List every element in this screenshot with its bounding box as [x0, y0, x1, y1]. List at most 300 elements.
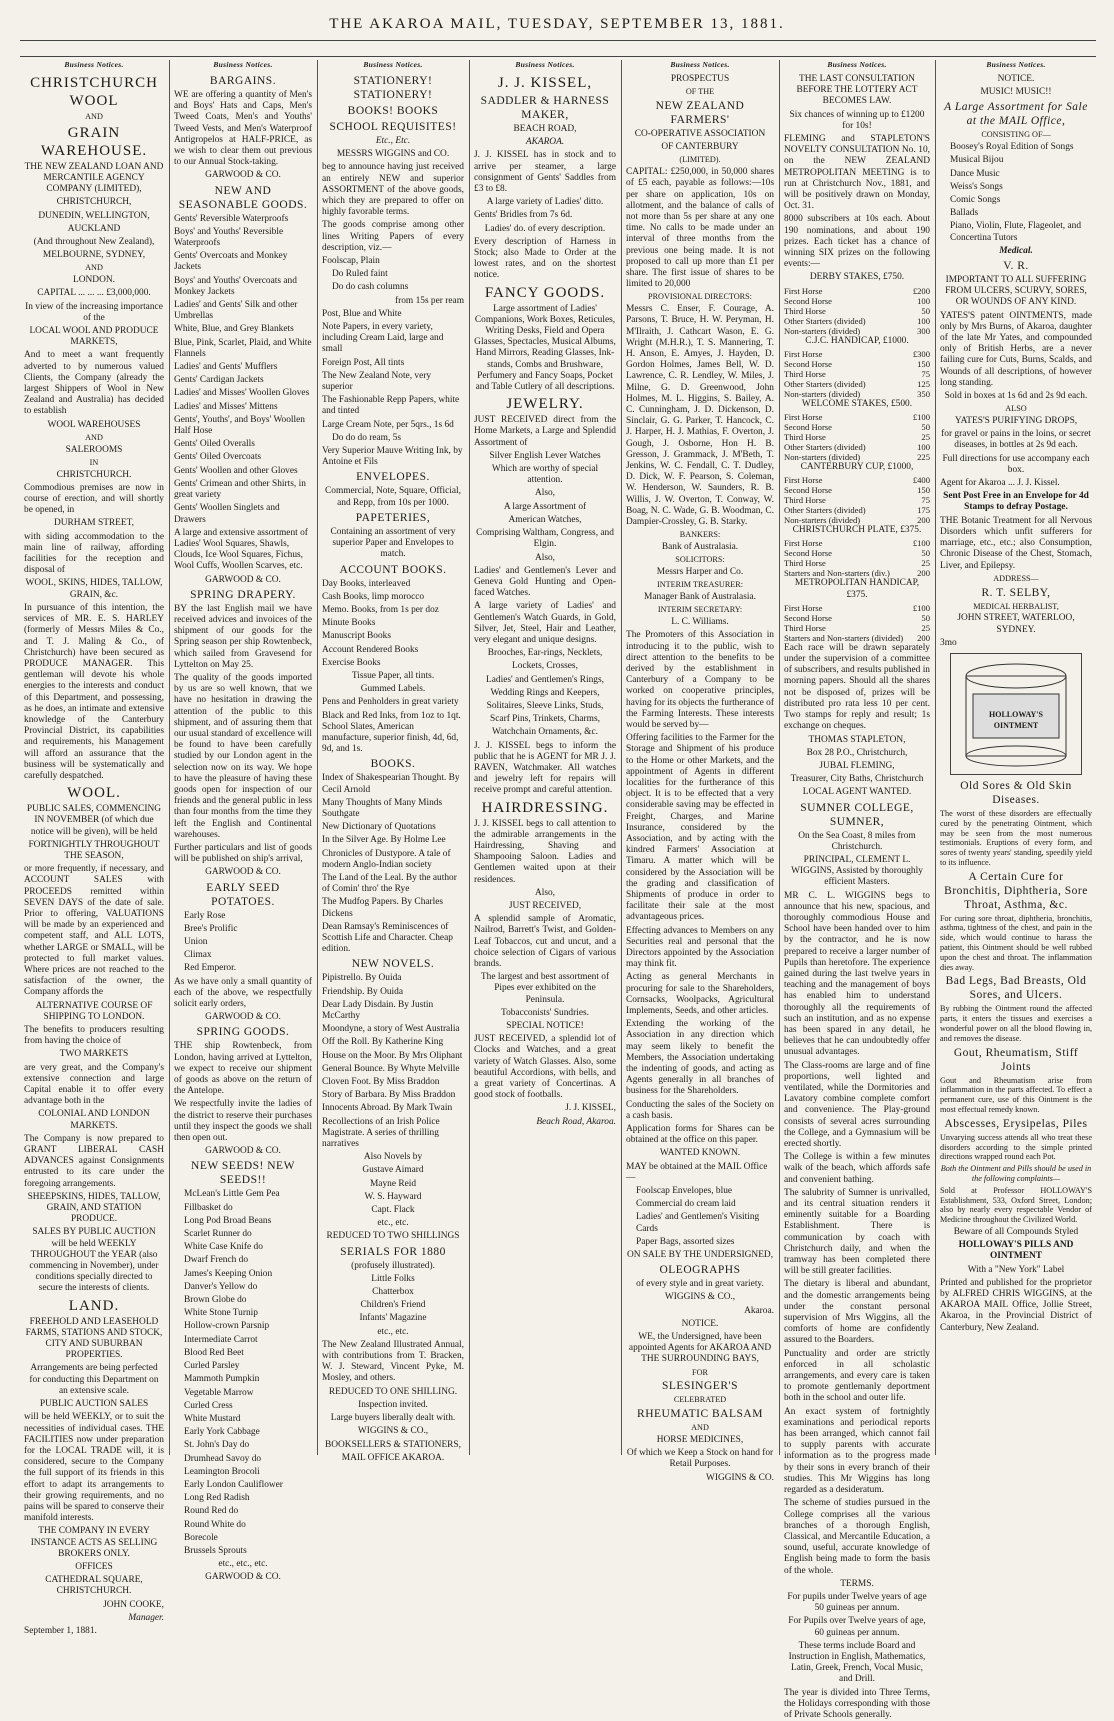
ad-text: McLean's Little Gem Pea — [184, 1189, 280, 1200]
ad-text: Exercise Books — [322, 657, 381, 668]
ad-text: Long Red Radish — [184, 1493, 250, 1504]
ad-text: We respectfully invite the ladies of the district to reserve their purchases until they inspect the goods we shall then open out. — [174, 1099, 312, 1144]
ad-text: NOTICE. — [681, 1318, 719, 1329]
ad-text: J. J. KISSEL begs to inform the public that he is AGENT for MR J. J. RAVEN, Watchmaker. All watches and jewelry left for repairs will receive prompt and careful attention. — [474, 740, 616, 796]
ad-heading: A Certain Cure for Bronchitis, Diphtheria, Sore Throat, Asthma, &c. — [944, 870, 1088, 911]
ad-text: Gents', Youths', and Boys' Woollen Half Hose — [174, 414, 305, 437]
ad-text: CONSISTING OF— — [981, 130, 1051, 140]
ad-text: MAIL OFFICE AKAROA. — [341, 1452, 445, 1463]
prize-amount: 175 — [917, 505, 930, 516]
ad-text: Gents' Woollen and other Gloves — [174, 465, 298, 476]
ad-text: Very Superior Mauve Writing Ink, by Antoine et Fils — [322, 446, 463, 468]
ad-text: The Promoters of this Association in introducing it to the public, wish to direct attention to the benefits to be derived by the establishment in Canterbury of a Company to be worked on cooperative principles, having for its objects the furtherance of the Farming Interests. These interests would be served by— — [626, 630, 774, 730]
ad-text: Sold at Professor HOLLOWAY'S Establishment, 533, Oxford Street, London; also by nearly every respectable Vendor of Medicine throughout the Civilized World. — [940, 1185, 1092, 1225]
ad-text: beg to announce having just received an entirely NEW and superior ASSORTMENT of the above goods, which they are prepared to offer on highly favorable terms. — [322, 162, 464, 218]
ad-text: JUBAL FLEMING, — [819, 760, 895, 771]
ad-text: Round Red do — [184, 1506, 239, 1517]
ad-text: Blood Red Beet — [184, 1347, 244, 1358]
ad-text: Treasurer, City Baths, Christchurch — [790, 774, 924, 785]
ad-text: Ballads — [950, 208, 979, 219]
ad-text: CO-OPERATIVE ASSOCIATION — [634, 129, 766, 139]
prize-row — [784, 369, 930, 379]
ad-text: Ladies' and Misses' Woollen Gloves — [174, 388, 310, 399]
prize-row — [784, 505, 930, 515]
ad-text: Gents' Oiled Overalls — [174, 439, 255, 450]
ad-text: Recollections of an Irish Police Magistrate. A series of thrilling narratives — [322, 1116, 440, 1150]
prize-row — [784, 306, 930, 316]
ad-text: Day Books, interleaved — [322, 578, 411, 589]
ad-text: MUSIC! MUSIC!! — [980, 87, 1052, 98]
ad-text: PROSPECTUS — [670, 74, 730, 84]
ad-text: WOOL, SKINS, HIDES, TALLOW, GRAIN, &c. — [25, 578, 163, 600]
ad-text: Manager Bank of Australasia. — [644, 592, 756, 603]
ad-text: Piano, Violin, Flute, Flageolet, and Concertina Tutors — [950, 221, 1082, 243]
ad-text: Post, Blue and White — [322, 308, 402, 319]
ad-text: Foreign Post, All tints — [322, 357, 405, 368]
prize-amount: £100 — [912, 412, 930, 423]
ad-text: American Watches, — [508, 514, 582, 525]
ad-text: THE COMPANY IN EVERY INSTANCE ACTS AS SELLING BROKERS ONLY. — [30, 1526, 158, 1559]
prize-label: First Horse — [784, 602, 823, 613]
ad-text: Large buyers liberally dealt with. — [330, 1413, 456, 1424]
ad-text: Capt. Flack — [371, 1205, 415, 1216]
ad-text: Dear Lady Disdain. By Justin McCarthy — [322, 999, 434, 1021]
ad-text: Commercial do cream laid — [636, 1199, 736, 1210]
ad-text: Fillbasket do — [184, 1202, 233, 1213]
ad-text: House on the Moor. By Mrs Oliphant — [322, 1050, 463, 1061]
ad-text: Punctuality and order are strictly enforced in all scholastic arrangements, and every care is taken to promote gentlemanly deportment both in the school and outer life. — [784, 1348, 930, 1404]
ad-text: A large variety of Ladies' and Gentlemen's Watch Guards, in Gold, Silver, Jet, Steel, Hair and Leather, very elegant and unique designs. — [474, 601, 616, 645]
illustration-label: HOLLOWAY'S OINTMENT — [989, 709, 1043, 731]
ad-text: WIGGINS & CO. — [706, 1472, 774, 1483]
prize-row — [784, 475, 930, 485]
ad-text: Climax — [184, 950, 212, 961]
prize-label: Non-starters (divided) — [784, 515, 861, 526]
column-header: Business Notices. — [515, 60, 575, 69]
ad-text: Drumhead Savoy do — [184, 1453, 262, 1464]
ad-text: Round White do — [184, 1519, 246, 1530]
ad-text: St. John's Day do — [184, 1440, 250, 1451]
ad-text: Manager. — [128, 1612, 164, 1623]
ad-text: MEDICAL HERBALIST, — [973, 601, 1059, 611]
prize-amount: £400 — [912, 475, 930, 486]
ad-text: Many Thoughts of Many Minds Southgate — [322, 797, 443, 819]
ad-text: White Case Knife do — [184, 1242, 263, 1253]
ad-text: TWO MARKETS — [59, 1049, 129, 1060]
ad-heading: RHEUMATIC BALSAM — [637, 1408, 763, 1421]
ad-text: Commodious premises are now in course of erection, and will shortly be opened, in — [24, 482, 164, 516]
ad-text: Chronicles of Dustypore. A tale of modern Anglo-Indian society — [322, 848, 451, 870]
ad-text: Medical. — [999, 245, 1033, 256]
ad-text: (profusely illustrated). — [351, 1260, 435, 1271]
prize-row — [784, 432, 930, 442]
ad-text: Wedding Rings and Keepers, — [490, 687, 600, 698]
ad-text: AND — [85, 432, 103, 442]
prize-label: First Horse — [784, 412, 823, 423]
ad-text: Sold in boxes at 1s 6d and 2s 9d each. — [944, 391, 1088, 402]
prize-row — [784, 485, 930, 495]
ad-text: PRINCIPAL, CLEMENT L. WIGGINS, Assisted by thoroughly efficient Masters. — [791, 854, 923, 888]
ad-text: GARWOOD & CO. — [205, 574, 281, 585]
ad-text: In view of the increasing importance of the — [25, 301, 163, 323]
ad-text: OF CANTERBURY — [661, 142, 739, 153]
prize-amount: £200 — [912, 285, 930, 296]
prize-row — [784, 422, 930, 432]
ad-text: Children's Friend — [360, 1300, 426, 1311]
column-header: Business Notices. — [986, 60, 1046, 69]
ad-heading: BOOKS! BOOKS — [347, 105, 439, 117]
ad-text: Acting as general Merchants in procuring for sale to the Shareholders, Cornsacks, Woolpacks, Agricultural Implements, Seeds, and other articles. — [626, 972, 774, 1016]
ad-text: ON SALE BY THE UNDERSIGNED, — [626, 1250, 774, 1261]
ad-text: etc., etc. — [377, 1326, 409, 1337]
ad-text: A splendid sample of Aromatic, Nailrod, Barrett's Twist, and Golden-Leaf Tobaccos, cut and uncut, and a choice selection of Cigars of various brands. — [474, 914, 616, 969]
column-header: Business Notices. — [670, 60, 730, 69]
ad-text: will be held WEEKLY, or to suit the necessities of individual cases. THE FACILITIES now under preparation for the LOCAL TRADE will, it is considered, secure to the Company the full support of its friends in this effort to adapt its arrangements to their growing requirements, and no pains will be spared to conserve their manifold interests. — [24, 1412, 164, 1524]
prize-row — [784, 389, 930, 399]
ad-text: SALES BY PUBLIC AUCTION will be held WEEKLY THROUGHOUT the YEAR (also commencing in November), under conditions specially directed to secure the interests of clients. — [29, 1227, 159, 1294]
ad-text: Containing an assortment of very superior Paper and Envelopes to match. — [330, 526, 456, 560]
ad-heading: BOOKS. — [370, 758, 416, 771]
ad-heading: NEW ZEALAND FARMERS' — [655, 100, 745, 126]
prize-amount: 50 — [921, 612, 930, 623]
ad-text: etc., etc., etc. — [218, 1559, 268, 1570]
ad-text: Of which we Keep a Stock on hand for Retail Purposes. — [626, 1448, 774, 1470]
ad-heading: CHRISTCHURCH WOOL — [30, 75, 158, 109]
ad-text: Cash Books, limp morocco — [322, 591, 425, 602]
ad-text: MR C. L. WIGGINS begs to announce that his new, spacious, and thoroughly commodious House and School have been handed over to him by the contractor, and he is now prepared to receive a larger number of Pupils than heretofore. The experience gained during the last twelve years in teaching and the management of boys has enabled him to understand thoroughly all the requirements of such an institution, and as no expense has been spared in any detail, he believes that he can undoubtedly offer unusual advantages. — [784, 890, 930, 1058]
ad-text: Gents' Reversible Waterproofs — [174, 213, 289, 224]
ad-text: MAY be obtained at the MAIL Office— — [626, 1161, 768, 1183]
prize-amount: 100 — [917, 315, 930, 326]
ad-text: J. J. KISSEL begs to call attention to the admirable arrangements in the Hairdressing, Shaving and Shampooing Saloon. Ladies and Gentlemen waited upon at their residences. — [474, 818, 616, 885]
ad-text: Do do do ream, 5s — [332, 432, 401, 443]
ad-heading: EARLY SEED POTATOES. — [206, 881, 280, 908]
ad-text: Ladies' and Gentlemen's Lever and Geneva Gold Hunting and Open-faced Watches. — [474, 565, 616, 599]
prize-amount: £100 — [912, 538, 930, 549]
ad-text: Do Ruled faint — [332, 269, 388, 280]
ad-text: AUCKLAND — [67, 223, 121, 234]
ad-text: For pupils under Twelve years of age 50 guineas per annum. — [787, 1591, 927, 1614]
ad-text: Early York Cabbage — [184, 1427, 260, 1438]
ad-text: Musical Bijou — [950, 155, 1004, 166]
ad-text: etc., etc. — [377, 1218, 409, 1229]
ad-text: SHEEPSKINS, HIDES, TALLOW, GRAIN, AND STATION PRODUCE. — [27, 1191, 161, 1225]
ad-text: with siding accommodation to the main line of railway, affording facilities for the reception and disposal of — [24, 531, 164, 576]
ad-text: The Company is now prepared to GRANT LIBERAL CASH ADVANCES against Consignments entrusted to its care under the foregoing arrangements. — [24, 1133, 164, 1189]
prize-label: Third Horse — [784, 368, 826, 379]
ad-text: C.J.C. HANDICAP, £1000. — [805, 335, 909, 346]
ad-text: L. C. Williams. — [671, 617, 729, 628]
ad-text: IMPORTANT TO ALL SUFFERING FROM ULCERS, SCURVY, SORES, OR WOUNDS OF ANY KIND. — [945, 275, 1087, 308]
ad-text: OF THE — [685, 87, 715, 97]
ad-text: Messrs C. Enser, F. Courage, A. Parsons, T. Bruce, H. W. Peryman, H. M'Ilraith, J. Cathcart Wason, E. G. Wright (M.H.R.), T. S. Mannering, T. H. Anson, E. Amyes, J. Hayden, D. Gordon Holmes, James Bell, W. D. Lawrence, C. R. Lendley, W. Miles, J. Milne, G. D. Greenwood, John Holmes, M. L. Higgins, S. Bailey, A. C. Cunningham, J. D. Dickenson, D. Sinclair, G. G. Parker, T. Hancock, C. J. Harper, H. J. Mathias, F. Overton, J. Gough, J. Osborne, Hon H. B. Gresson, J. Grammack, J. M'Beth, T. Jenkins, W. C. Fendall, C. T. Dudley, D. Dick, W. F. Pearson, S. Coleman, W. Henderson, W. Saunders, R. B. Willis, J. W. Overton, T. Conway, W. Boag, N. C. Wade, G. B. Woodman, C. Dampier-Crossley, G. B. Starky. — [626, 304, 774, 528]
ad-text: Full directions for use accompany each box. — [942, 453, 1090, 475]
ad-text: Agent for Akaroa ... J. J. Kissel. — [940, 478, 1060, 489]
ad-text: The New Zealand Illustrated Annual, with contributions from T. Bracken, W. J. Steward, Vincent Pyke, M. Mosley, and others. — [322, 1339, 464, 1384]
ad-text: Leamington Brocoli — [184, 1466, 260, 1477]
ad-text: The benefits to producers resulting from having the choice of — [24, 1025, 164, 1047]
ad-text: Gents' Cardigan Jackets — [174, 375, 264, 386]
ad-text: or more frequently, if necessary, and ACCOUNT SALES with PROCEEDS remitted within SEVEN DAYS of the date of sale. Prior to offering, VALUATIONS will be made by an experienced and competent staff, and ALL LOTS, whether LARGE or SMALL, will be protected to full market values. Where prices are not reached to the satisfaction of the owner, the Company affords the — [24, 864, 164, 998]
ad-text: Beware of all Compounds Styled — [953, 1227, 1079, 1238]
ad-text: WE, the Undersigned, have been appointed Agents for AKAROA AND THE SURROUNDING BAYS, — [628, 1332, 772, 1365]
prize-label: Second Horse — [784, 485, 832, 496]
ad-text: Gents' Overcoats and Monkey Jackets — [174, 251, 288, 273]
ad-heading: SLESINGER'S — [662, 1380, 738, 1393]
ad-text: Ladies' and Gentlemen's Rings, — [486, 674, 604, 685]
prize-table — [784, 286, 930, 336]
ad-text: White, Blue, and Grey Blankets — [174, 324, 294, 335]
ad-text: Each race will be drawn separately under the supervision of a committee of subscribers, and results published in morning papers. Should all the shares not be disposed of, prizes will be distributed pro rata less 10 per cent. Two stamps for reply and result; 1s exchange on cheques. — [784, 642, 930, 732]
ad-text: ALSO — [1005, 404, 1027, 414]
column-6 — [780, 74, 934, 1720]
ad-text: Vegetable Marrow — [184, 1387, 254, 1398]
ad-text: Mammoth Pumpkin — [184, 1374, 260, 1385]
ad-text: WANTED KNOWN. — [659, 1148, 741, 1159]
ad-text: Borecole — [184, 1532, 218, 1543]
ad-text: The College is within a few minutes walk of the beach, which affords safe and convenient bathing. — [784, 1152, 930, 1185]
prize-label: Third Horse — [784, 305, 826, 316]
ad-text: FOR — [692, 1367, 708, 1377]
ad-text: IN — [89, 457, 99, 467]
ad-text: Blue, Pink, Scarlet, Plaid, and White Flannels — [174, 337, 312, 359]
ad-text: THE ship Rowtenbeck, from London, having arrived at Lyttelton, we expect to receive our shipment of goods as above on the return of the Antelope. — [174, 1041, 312, 1097]
column-7 — [936, 74, 1096, 1458]
header-rule — [20, 56, 1096, 57]
ad-text: Etc., Etc. — [375, 136, 411, 146]
ad-text: YATES'S PURIFYING DROPS, — [954, 416, 1078, 427]
ad-text: Ladies' and Gents' Mufflers — [174, 362, 278, 373]
ad-text: CHRISTCHURCH, — [56, 197, 132, 208]
ad-text: Scarlet Runner do — [184, 1229, 252, 1240]
ad-text: And to meet a want frequently adverted to by numerous valued Clients, the Company (already the largest Shippers of Wool in New Zealand and Australia) has decided to establish — [24, 350, 164, 417]
ad-text: The scheme of studies pursued in the College comprises all the various branches of a thorough English, Classical, and Mercantile Education, a sound, useful, accurate knowledge of English being made to form the basis of the whole. — [784, 1498, 930, 1576]
prize-label: Third Horse — [784, 432, 826, 443]
ad-text: As we have only a small quantity of each of the above, we respectfully solicit early orders, — [174, 976, 312, 1010]
prize-amount: 300 — [917, 325, 930, 336]
ad-text: Gents' Crimean and other Shirts, in great variety — [174, 478, 306, 501]
ad-text: The year is divided into Three Terms, the Holidays corresponding with those of Private Schools generally. — [784, 1687, 930, 1720]
ad-text: By rubbing the Ointment round the affected parts, it enters the tissues and exercises a wonderful power on all the blood flowing in, and removes the disease. — [940, 1004, 1092, 1043]
prize-row — [784, 442, 930, 452]
ad-heading: A Large Assortment for Sale at the MAIL Office, — [944, 101, 1088, 128]
ad-text: A large variety of Ladies' ditto. — [486, 197, 604, 208]
ad-text: The worst of these disorders are effectually cured by the penetrating Ointment, which may be seen from the most numerous testimonials. Eruptions of every form, and sores of twenty years' standing, speedily yield to its influence. — [940, 808, 1092, 867]
ad-text: BOOKSELLERS & STATIONERS, — [325, 1439, 461, 1450]
ad-text: Gents' Bridles from 7s 6d. — [474, 210, 573, 221]
ad-heading: NEW AND SEASONABLE GOODS. — [178, 184, 308, 211]
ad-text: Messrs Harper and Co. — [656, 567, 744, 578]
ad-text: BANKERS: — [679, 530, 721, 540]
ad-text: GARWOOD & CO. — [205, 1572, 281, 1583]
column-5 — [622, 74, 778, 1483]
prize-amount: 50 — [921, 422, 930, 433]
ad-text: THE NEW ZEALAND LOAN AND MERCANTILE AGENCY COMPANY (LIMITED), — [24, 161, 164, 195]
ad-text: J. J. KISSEL, — [565, 1103, 616, 1114]
prize-label: Other Starters (divided) — [784, 315, 866, 326]
prize-amount: 25 — [921, 432, 930, 443]
ad-text: Foolscap, Plain — [322, 256, 380, 267]
ad-text: WE are offering a quantity of Men's and Boys' Hats and Caps, Men's Tweed Coats, Men's and Youths' Tweed Vests, and Men's Waterproof Antigropelos at HALF-PRICE, as we wish to clear them out previous to our Annual Stock-taking. — [174, 90, 312, 168]
ad-text: JUST RECEIVED direct from the Home Markets, a Large and Splendid Assortment of — [474, 415, 616, 448]
ad-text: Which are worthy of special attention. — [491, 464, 599, 486]
ad-text: THE Botanic Treatment for all Nervous Disorders which unfit sufferers for marriage, etc., etc.; also Consumption, Chronic Disease of the Chest, Stomach, Liver, and Epilepsy. — [940, 515, 1092, 571]
prize-amount: 50 — [921, 305, 930, 316]
ad-text: The quality of the goods imported by us are so well known, that we have no hesitation in drawing the attention of the public to this shipment, and of assuring them that our usual standard of excellence will be found to have been carefully studied by our London agent in the selection now on its way. We hope to have the pleasure of having these goods open for inspection of our friends and the general public in less than four months from the time they left the English and Continental warehouses. — [174, 672, 312, 840]
masthead-rule — [20, 40, 1096, 41]
column-header: Business Notices. — [363, 60, 423, 69]
ad-text: of every style and in great variety. — [636, 1279, 764, 1290]
ad-text: CAPITAL ... ... ... £3,000,000. — [37, 288, 151, 299]
ad-heading: SPRING DRAPERY. — [190, 588, 296, 601]
ad-text: Brussels Sprouts — [184, 1545, 247, 1556]
ad-text: Off the Roll. By Katherine King — [322, 1037, 444, 1048]
ad-text: Memo. Books, from 1s per doz — [322, 604, 439, 615]
ad-text: The Fashionable Repp Papers, white and tinted — [322, 395, 460, 417]
ad-text: Boosey's Royal Edition of Songs — [950, 142, 1074, 153]
ad-heading: SUMNER COLLEGE, SUMNER, — [800, 801, 914, 828]
ad-text: WIGGINS & CO., — [664, 1292, 736, 1303]
column-1 — [20, 74, 168, 1636]
prize-row — [784, 286, 930, 296]
ad-heading: Bad Legs, Bad Breasts, Old Sores, and Ulcers. — [945, 975, 1087, 1002]
prize-row — [784, 495, 930, 505]
ad-heading: ACCOUNT BOOKS. — [339, 563, 447, 576]
prize-row — [784, 548, 930, 558]
ad-text: Ladies' do. of every description. — [484, 223, 606, 234]
ad-text: Printed and published for the proprietor by ALFRED CHRIS WIGGINS, at the AKAROA MAIL Office, Jollie Street, Akaroa, in the Provincial District of Canterbury, New Zealand. — [940, 1277, 1092, 1333]
ad-text: JUST RECEIVED, a splendid lot of Clocks and Watches, and a great variety of Watch Glasses. Also, some beautiful Accordions, with bells, and a great variety of Concertinas. A good stock of footballs. — [474, 1034, 616, 1101]
ad-text: The Class-rooms are large and of fine proportions, well lighted and ventilated, while the Dormitories and Lavatory combine complete comfort and convenience. The Play-ground consists of several acres surrounding the College, and a Gymnasium will be erected shortly. — [784, 1060, 930, 1149]
ad-text: Paper Bags, assorted sizes — [636, 1236, 735, 1247]
ad-text: GARWOOD & CO. — [205, 1146, 281, 1157]
ad-text: Friendship. By Ouida — [322, 986, 403, 997]
ad-text: DURHAM STREET, — [53, 518, 135, 529]
ad-text: Manuscript Books — [322, 631, 392, 642]
ad-text: TERMS. — [840, 1578, 874, 1589]
column-2 — [170, 74, 316, 1583]
ad-heading: V. R. — [1003, 260, 1029, 273]
ad-text: Account Rendered Books — [322, 644, 419, 655]
ad-heading: SADDLER & HARNESS MAKER, — [480, 95, 610, 121]
ad-text: JOHN STREET, WATERLOO, SYDNEY. — [957, 613, 1075, 635]
ad-text: In the Silver Age. By Holme Lee — [322, 835, 446, 846]
ad-text: Weiss's Songs — [950, 181, 1003, 192]
ad-text: Red Emperor. — [184, 963, 237, 974]
prize-amount: 75 — [921, 368, 930, 379]
ad-text: GARWOOD & CO. — [205, 867, 281, 878]
ad-text: METROPOLITAN HANDICAP, £375. — [794, 578, 920, 600]
prize-amount: £300 — [912, 348, 930, 359]
ad-text: Do do cash columns — [332, 282, 409, 293]
ad-text: Further particulars and list of goods will be published on ship's arrival, — [174, 842, 312, 865]
ad-text: THOMAS STAPLETON, — [808, 734, 906, 745]
prize-table — [784, 412, 930, 462]
ad-text: Six chances of winning up to £1200 for 10s! — [789, 109, 925, 131]
ad-text: Union — [184, 937, 208, 947]
prize-table — [784, 349, 930, 399]
ad-text: PUBLIC AUCTION SALES — [39, 1399, 149, 1410]
ad-text: Arrangements are being perfected for conducting this Department on an extensive scale. — [29, 1363, 159, 1396]
ad-text: Infants' Magazine — [359, 1313, 427, 1324]
ad-text: Gents' Oiled Overcoats — [174, 452, 262, 463]
ad-heading: GRAIN WAREHOUSE. — [40, 124, 148, 159]
ad-text: In pursuance of this intention, the services of MR. E. S. HARLEY (formerly of Messrs Miles & Co., and T. J. Maling & Co., of Christchurch) have been secured as PRODUCE MANAGER. This gentleman will devote his whole energies to the interests and conduct of this Department, and possessing, as he does, an intimate and extensive knowledge of the Canterbury Provincial District, its capabilities and requirements, his Management will afford an assurance that the business will be systematically and carefully despatched. — [24, 602, 164, 781]
prize-row — [784, 349, 930, 359]
ad-text: Gents' Woollen Singlets and Drawers — [174, 503, 280, 525]
prize-row — [784, 603, 930, 613]
prize-amount: 200 — [917, 568, 930, 579]
ad-text: MESSRS WIGGINS and CO. — [336, 149, 450, 160]
ad-text: Note Papers, in every variety, including Cream Laid, large and small — [322, 322, 444, 355]
ad-text: Akaroa. — [744, 1305, 774, 1316]
prize-label: Starters and Non-starters (divided) — [784, 632, 904, 643]
prize-amount: 100 — [917, 442, 930, 453]
ad-text: Large Cream Note, per 5qrs., 1s 6d — [322, 419, 454, 430]
ad-text: REDUCED TO ONE SHILLING. — [328, 1386, 458, 1397]
prize-row — [784, 359, 930, 369]
prize-label: First Horse — [784, 348, 823, 359]
ad-text: Dwarf French do — [184, 1255, 249, 1266]
ad-text: A large and extensive assortment of Ladies' Wool Squares, Shawls, Clouds, Ice Wool Squares, Fichus, Wool Cuffs, Woollen Scarves, etc. — [174, 527, 308, 572]
ad-heading: NEW NOVELS. — [351, 958, 435, 971]
ad-text: OFFICES — [75, 1561, 113, 1572]
ad-text: Application forms for Shares can be obtained at the office on this paper. — [626, 1124, 774, 1146]
ad-text: Commercial, Note, Square, Official, and Repp, from 10s per 1000. — [325, 486, 461, 508]
ad-text: YATES'S patent OINTMENTS, made only by Mrs Burns, of Akaroa, daughter of the late Mr Yates, and compounded only of British Herbs, are a never failing cure for Cuts, Burns, Scalds, and Wounds of all descriptions, of however long standing. — [940, 310, 1092, 388]
holloway-ointment-illustration — [950, 653, 1082, 775]
prize-amount: 125 — [917, 378, 930, 389]
ad-text: for gravel or pains in the loins, or secret diseases, in bottles at 2s 9d each. — [941, 429, 1091, 451]
ad-text: COLONIAL AND LONDON MARKETS. — [38, 1109, 150, 1131]
prize-row — [784, 452, 930, 462]
ad-text: LOCAL WOOL AND PRODUCE MARKETS, — [29, 326, 159, 348]
ad-text: Lockets, Crosses, — [512, 661, 578, 672]
ad-heading: OLEOGRAPHS — [659, 1264, 741, 1277]
column-header: Business Notices. — [213, 60, 273, 69]
ad-text: DERBY STAKES, £750. — [809, 272, 905, 283]
ad-text: Index of Shakespearian Thought. By Cecil Arnold — [322, 773, 460, 795]
column-header: Business Notices. — [827, 60, 887, 69]
ad-text: White Stone Turnip — [184, 1308, 258, 1319]
ad-text: Early London Cauliflower — [184, 1479, 283, 1490]
ad-text: INTERIM TREASURER: — [656, 580, 744, 590]
prize-row — [784, 623, 930, 633]
ad-text: Also, — [534, 488, 556, 499]
ad-text: CHRISTCHURCH PLATE, £375. — [792, 525, 922, 536]
ad-text: SPECIAL NOTICE! — [506, 1021, 584, 1032]
ad-text: Gustave Aimard — [362, 1165, 424, 1176]
prize-amount: 200 — [917, 632, 930, 643]
ad-text: INTERIM SECRETARY: — [657, 605, 743, 615]
ad-text: AND — [85, 263, 103, 273]
ad-text: Little Folks — [371, 1273, 415, 1284]
ad-text: NOTICE. — [997, 74, 1035, 84]
ad-text: Brooches, Ear-rings, Necklets, — [487, 648, 603, 659]
ad-text: The largest and best assortment of Pipes ever exhibited on the Peninsula. — [480, 972, 610, 1005]
ad-heading: R. T. SELBY, — [981, 586, 1051, 599]
prize-label: Non-starters (divided) — [784, 388, 861, 399]
ad-text: These terms include Board and Instruction in English, Mathematics, Latin, Greek, French, Vocal Music, and Drill. — [788, 1640, 926, 1685]
ad-heading: FANCY GOODS. — [484, 284, 606, 301]
prize-row — [784, 412, 930, 422]
ad-text: (And throughout New Zealand), — [33, 237, 155, 248]
ad-text: WELCOME STAKES, £500. — [801, 398, 913, 409]
ad-text: Inspection invited. — [358, 1399, 428, 1410]
ad-text: Cloven Foot. By Miss Braddon — [322, 1077, 440, 1088]
ad-text: Beach Road, Akaroa. — [536, 1116, 616, 1127]
ad-text: JUST RECEIVED, — [508, 900, 582, 911]
